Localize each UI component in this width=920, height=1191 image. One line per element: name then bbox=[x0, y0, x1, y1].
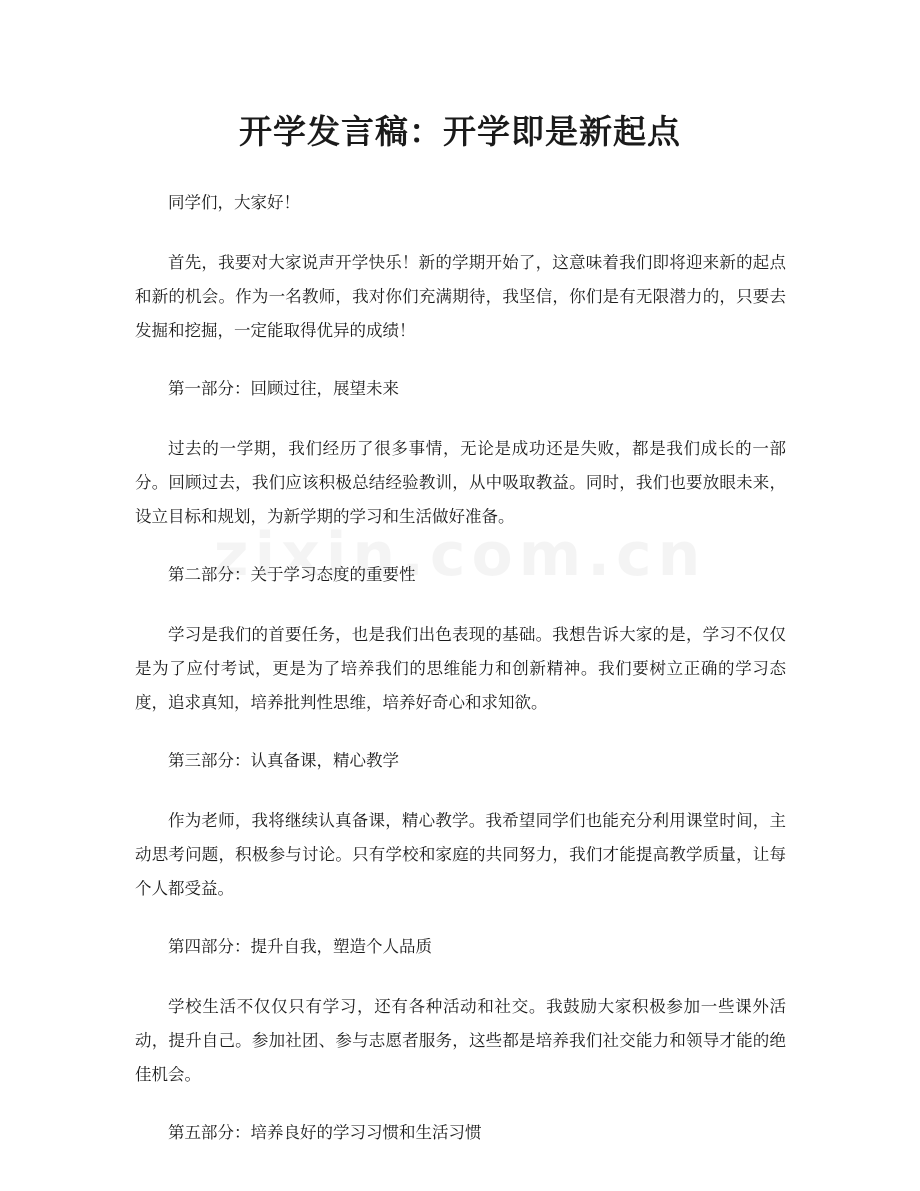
greeting-paragraph: 同学们，大家好！ bbox=[168, 193, 300, 212]
section-1-heading: 第一部分：回顾过往，展望未来 bbox=[168, 379, 399, 398]
section-2-paragraph: 学习是我们的首要任务，也是我们出色表现的基础。我想告诉大家的是，学习不仅仅是为了应付考试，更是为了培养我们的思维能力和创新精神。我们要树立正确的学习态度，追求真知，培养批判性思维，培养好奇心和求知欲。 bbox=[135, 625, 786, 712]
section-3-heading: 第三部分：认真备课，精心教学 bbox=[168, 751, 399, 770]
section-1-paragraph: 过去的一学期，我们经历了很多事情，无论是成功还是失败，都是我们成长的一部分。回顾过去，我们应该积极总结经验教训，从中吸取教益。同时，我们也要放眼未来，设立目标和规划，为新学期的学习和生活做好准备。 bbox=[135, 439, 786, 526]
document-title: 开学发言稿：开学即是新起点 bbox=[239, 112, 681, 151]
section-3-paragraph: 作为老师，我将继续认真备课，精心教学。我希望同学们也能充分利用课堂时间，主动思考问题，积极参与讨论。只有学校和家庭的共同努力，我们才能提高教学质量，让每个人都受益。 bbox=[135, 811, 786, 898]
intro-paragraph: 首先，我要对大家说声开学快乐！新的学期开始了，这意味着我们即将迎来新的起点和新的机会。作为一名教师，我对你们充满期待，我坚信，你们是有无限潜力的，只要去发掘和挖掘，一定能取得优异的成绩！ bbox=[135, 253, 786, 340]
section-4-heading: 第四部分：提升自我，塑造个人品质 bbox=[168, 937, 432, 956]
document-body bbox=[135, 186, 786, 1176]
section-5-heading: 第五部分：培养良好的学习习惯和生活习惯 bbox=[168, 1123, 482, 1142]
section-4-paragraph: 学校生活不仅仅只有学习，还有各种活动和社交。我鼓励大家积极参加一些课外活动，提升自己。参加社团、参与志愿者服务，这些都是培养我们社交能力和领导才能的绝佳机会。 bbox=[135, 997, 786, 1084]
section-2-heading: 第二部分：关于学习态度的重要性 bbox=[168, 565, 416, 584]
